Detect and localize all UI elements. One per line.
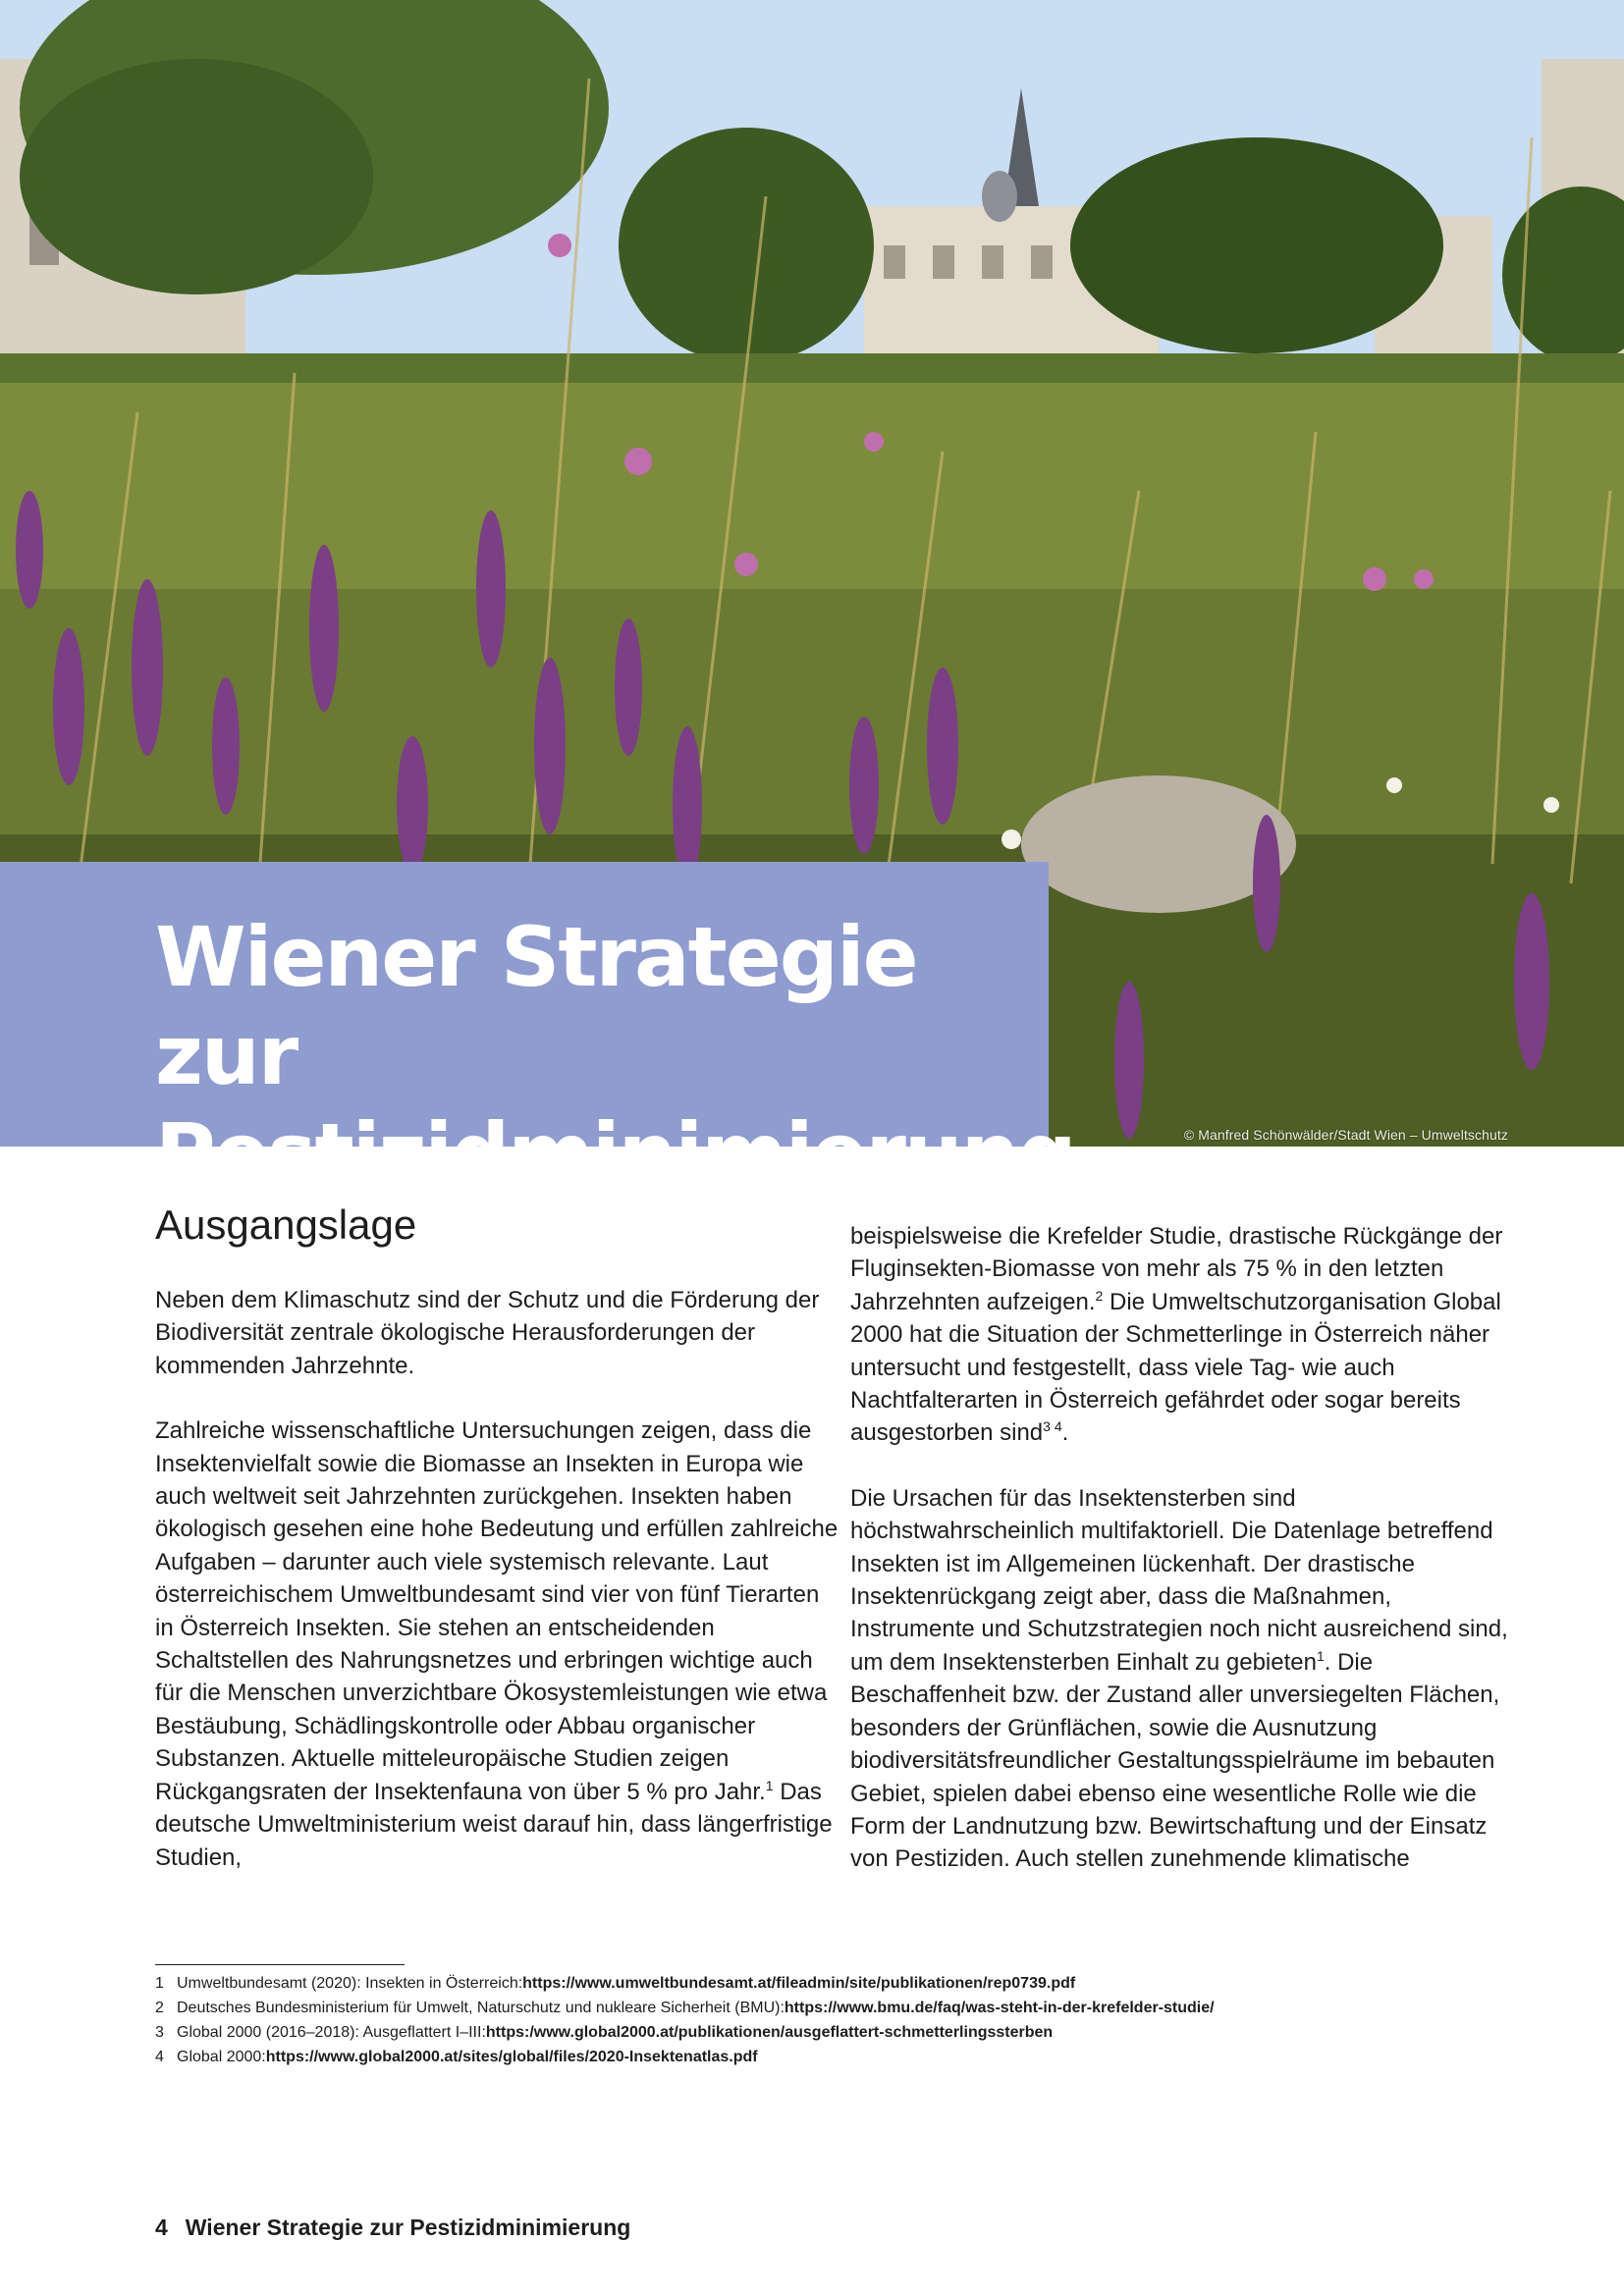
footnote-link[interactable]: https:/www.global2000.at/publikationen/ausgeflattert-schmetterlingssterben xyxy=(485,2024,1054,2041)
footnote-link[interactable]: https://www.umweltbundesamt.at/fileadmin/site/publikationen/rep0739.pdf xyxy=(522,1975,1076,1992)
footnote-number: 3 xyxy=(155,2024,164,2041)
paragraph-text: . xyxy=(1061,1419,1069,1447)
title-line-2: Pestizidminimierung xyxy=(155,1105,1075,1201)
photo-credit: © Manfred Schönwälder/Stadt Wien – Umweltschutz xyxy=(1183,1127,1508,1143)
paragraph: Neben dem Klimaschutz sind der Schutz und die Förderung der Biodiversität zentrale ökologische Herausforderungen der kommenden Jahrzehnte. xyxy=(155,1287,820,1379)
footnote-link[interactable]: https://www.global2000.at/sites/global/files/2020-Insektenatlas.pdf xyxy=(265,2049,758,2065)
page-number: 4 xyxy=(155,2215,168,2240)
footnote-ref: 1 xyxy=(765,1777,774,1793)
footnote-text: Global 2000 (2016–2018): Ausgeflattert I–III: xyxy=(177,2024,486,2041)
footnote-number: 2 xyxy=(155,2000,164,2016)
text-column-left xyxy=(155,1284,842,1906)
paragraph xyxy=(850,1482,1518,1876)
paragraph xyxy=(155,1415,842,1874)
footnote-text: Global 2000: xyxy=(177,2049,266,2065)
text-column-right xyxy=(850,1220,1518,1908)
paragraph-text: beispielsweise die Krefelder Studie, drastische Rückgänge der Fluginsekten-Biomasse von mehr als 75 % in den letzten Jahrzehnten aufzeigen. xyxy=(850,1223,1503,1315)
footnote-item xyxy=(155,2045,1530,2069)
section-heading: Ausgangslage xyxy=(155,1201,417,1248)
footnote-link[interactable]: https://www.bmu.de/faq/was-steht-in-der-krefelder-studie/ xyxy=(784,2000,1215,2016)
paragraph-text: Zahlreiche wissenschaftliche Untersuchungen zeigen, dass die Insektenvielfalt sowie die Biomasse an Insekten in Europa wie auch weltweit seit Jahrzehnten zurückgehen. Insekten haben ökologisch gesehen eine hohe Bedeutung und erfüllen zahlreiche Aufgaben – darunter auch viele systemisch relevante. Laut österreichischem Umweltbundesamt sind vier von fünf Tierarten in Österreich Insekten. Sie stehen an entscheidenden Schaltstellen des Nahrungsnetzes und erbringen wichtige auch für die Menschen unverzichtbare Ökosystemleistungen wie etwa Bestäubung, Schädlingskontrolle oder Abbau organischer Substanzen. Aktuelle mitteleuropäische Studien zeigen Rückgangsraten der Insektenfauna von über 5 % pro Jahr. xyxy=(155,1417,839,1805)
paragraph xyxy=(850,1220,1518,1450)
footnote-ref: 1 xyxy=(1316,1647,1325,1664)
page-footer xyxy=(155,2215,630,2241)
title-line-1: Wiener Strategie zur xyxy=(155,909,917,1103)
footnote-item xyxy=(155,2020,1530,2045)
paragraph-text: . Die Beschaffenheit bzw. der Zustand aller unversiegelten Flächen, besonders der Grünflächen, sowie die Ausnutzung biodiversitätsfreundlicher Gestaltungsspielräume im bebauten Gebiet, spielen dabei ebenso eine wesentliche Rolle wie die Form der Landnutzung bzw. Bewirtschaftung und der Einsatz von Pestiziden. Auch stellen zunehmende klimatische xyxy=(850,1648,1500,1873)
footnote-number: 1 xyxy=(155,1975,164,1992)
page-title xyxy=(155,908,1075,1202)
footnote-number: 4 xyxy=(155,2049,164,2065)
footnote-text: Deutsches Bundesministerium für Umwelt, Naturschutz und nukleare Sicherheit (BMU): xyxy=(177,2000,785,2016)
paragraph-text: Die Umweltschutzorganisation Global 2000 hat die Situation der Schmetterlinge in Österreich näher untersucht und festgestellt, dass viele Tag- wie auch Nachtfalterarten in Österreich gefährdet oder sogar bereits ausgestorben sind xyxy=(850,1288,1501,1447)
footnote-rule xyxy=(155,1964,405,1965)
footnote-ref: 3 4 xyxy=(1043,1418,1062,1435)
paragraph-text: Die Ursachen für das Insektensterben sind höchstwahrscheinlich multifaktoriell. Die Datenlage betreffend Insekten ist im Allgemeinen lückenhaft. Der drastische Insektenrückgang zeigt aber, dass die Maßnahmen, Instrumente und Schutzstrategien noch nicht ausreichend sind, um dem Insektensterben Einhalt zu gebieten xyxy=(850,1484,1508,1676)
running-title: Wiener Strategie zur Pestizidminimierung xyxy=(185,2215,631,2240)
footnote-ref: 2 xyxy=(1095,1287,1104,1304)
paragraph-text: Das deutsche Umweltministerium weist darauf hin, dass längerfristige Studien, xyxy=(155,1778,833,1871)
footnote-item xyxy=(155,1971,1530,1996)
footnote-item xyxy=(155,1996,1530,2020)
footnotes xyxy=(155,1971,1530,2069)
footnote-text: Umweltbundesamt (2020): Insekten in Österreich: xyxy=(177,1975,523,1992)
